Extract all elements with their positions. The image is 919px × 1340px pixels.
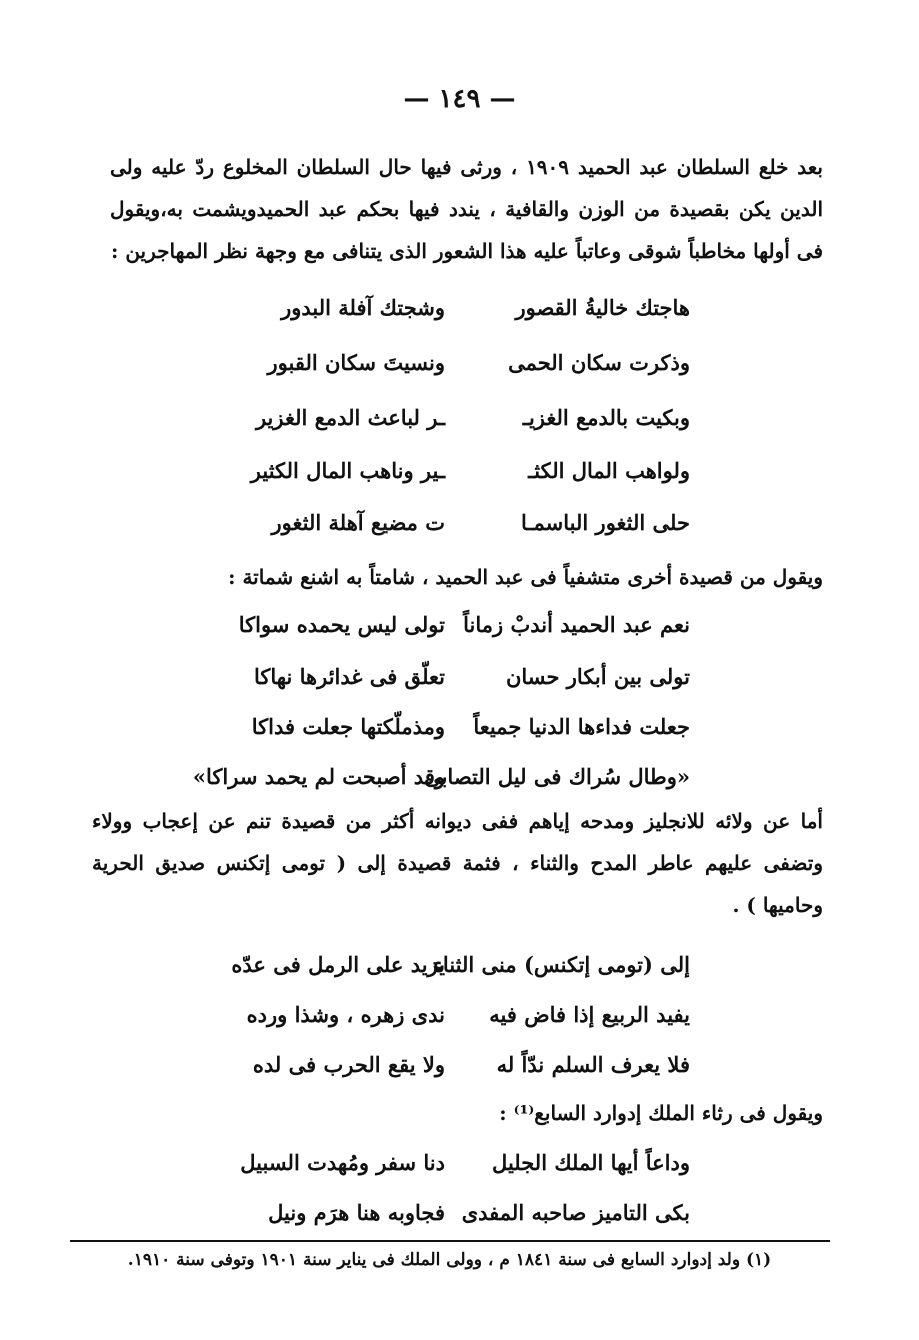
paragraph-second-poem-intro: ويقول من قصيدة أخرى متشفياً فى عبد الحميد ، شامتاً به اشنع شماتة : <box>228 565 823 589</box>
footnote-divider <box>70 1240 830 1242</box>
verse-right: «وطال سُراك فى ليل التصابى <box>424 764 690 789</box>
verse-left: ـير وناهب المال الكثير <box>250 458 445 483</box>
verse-right: هاجتك خاليةُ القصور <box>515 295 690 320</box>
verse-right: وذكرت سكان الحمى <box>508 350 690 375</box>
verse-left: وقد أصبحت لم يحمد سراكا» <box>192 764 445 789</box>
verse-left: ولا يقع الحرب فى لده <box>252 1052 445 1077</box>
verse-right: جعلت فداءها الدنيا جميعاً <box>473 714 690 739</box>
verse-left: دنا سفر ومُهدت السبيل <box>240 1150 445 1175</box>
verse-right: ولواهب المال الكثـ <box>528 458 690 483</box>
verse-right: وبكيت بالدمع الغزيـ <box>522 405 690 430</box>
paragraph-loyalty: أما عن ولائه للانجليز ومدحه إياهم ففى ديوانه أكثر من قصيدة تنم عن إعجاب وولاء وتضفى عليهم عاطر المدح والثناء ، فثمة قصيدة إلى ( تومى إتكنس صديق الحرية وحاميها ) . <box>92 809 823 917</box>
verse-left: تعلّق فى غدائرها نهاكا <box>254 664 445 689</box>
verse-left: ت مضيع آهلة الثغور <box>271 510 445 535</box>
paragraph-intro: بعد خلع السلطان عبد الحميد ١٩٠٩ ، ورثى فيها حال السلطان المخلوع ردّ عليه ولى الدين يكن بقصيدة من الوزن والقافية ، يندد فيها بحكم عبد الحميدويشمت به،ويقول فى أولها مخاطباً شوقى وعاتباً عليه هذا الشعور الذى يتنافى مع وجهة نظر المهاجرين : <box>110 155 823 263</box>
verse-right: وداعاً أيها الملك الجليل <box>492 1150 690 1175</box>
verse-left: وشجتك آفلة البدور <box>281 295 445 320</box>
paragraph-edward-elegy: ويقول فى رثاء الملك إدوارد السابع⁽¹⁾ : <box>499 1101 823 1125</box>
verse-right: نعم عبد الحميد أندبْ زماناً <box>463 612 690 637</box>
verse-right: بكى التاميز صاحبه المفدى <box>461 1200 690 1225</box>
verse-left: فجاوبه هنا هرَم ونيل <box>268 1200 445 1225</box>
verse-right: إلى (تومى إتكنس) منى الثناء <box>433 952 690 977</box>
verse-left: ونسيتَ سكان القبور <box>267 350 445 375</box>
footnote: (١) ولد إدوارد السابع فى سنة ١٨٤١ م ، وولى الملك فى يناير سنة ١٩٠١ وتوفى سنة ١٩١٠. <box>127 1250 772 1270</box>
verse-left: ومذملّكتها جعلت فداكا <box>251 714 445 739</box>
verse-left: ندى زهره ، وشذا ورده <box>246 1002 445 1027</box>
verse-left: ـر لباعث الدمع الغزير <box>255 405 445 430</box>
verse-right: تولى بين أبكار حسان <box>505 664 690 689</box>
verse-right: يفيد الربيع إذا فاض فيه <box>489 1002 690 1027</box>
verse-left: تولى ليس يحمده سواكا <box>238 612 445 637</box>
verse-right: فلا يعرف السلم ندّاً له <box>496 1052 690 1077</box>
verse-left: يزيد على الرمل فى عدّه <box>231 952 445 977</box>
verse-right: حلى الثغور الباسمـا <box>520 510 690 535</box>
page-number: — ١٤٩ — <box>403 84 516 114</box>
